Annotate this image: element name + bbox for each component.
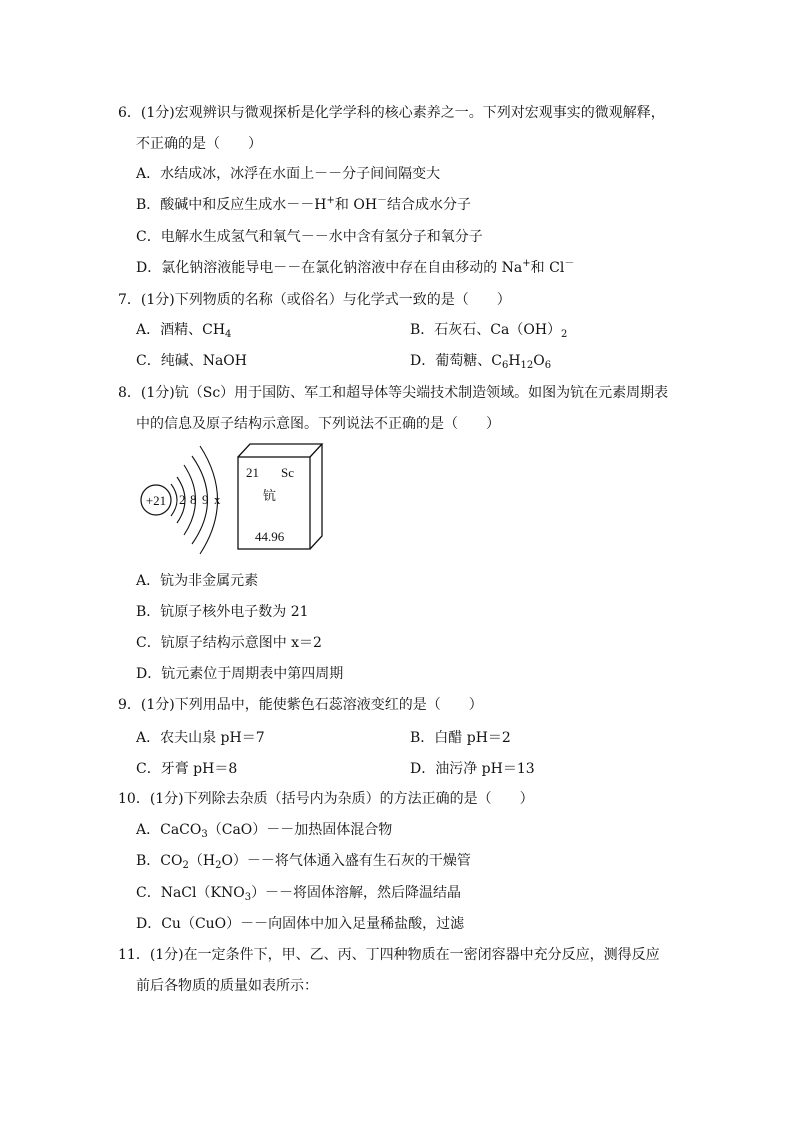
question-10-option-c <box>136 883 461 903</box>
element-name: 钪 <box>263 489 277 504</box>
question-7-option-a <box>136 320 231 340</box>
question-6-option-a: A．水结成冰，冰浮在水面上－－分子间间隔变大 <box>136 166 441 182</box>
question-9-option-a: A．农夫山泉 pH＝7 <box>136 730 265 746</box>
cell-side-face <box>310 444 322 549</box>
q10-optc-text2: ）－－将固体溶解，然后降温结晶 <box>251 885 462 901</box>
question-7-option-b <box>410 320 567 340</box>
q7-optd-sub2: 12 <box>520 360 534 371</box>
q6-optb-sup1: + <box>326 195 335 206</box>
q7-optd-sub1: 6 <box>501 360 509 371</box>
question-9-option-b: B．白醋 pH＝2 <box>410 730 511 746</box>
q10-opta-text1: A．CaCO <box>136 822 202 838</box>
shell-arc-1 <box>171 484 177 516</box>
question-10-option-a <box>136 820 392 840</box>
q7-opta-sub: 4 <box>225 329 232 340</box>
question-8-option-b: B．钪原子核外电子数为 21 <box>136 604 309 620</box>
q7-opta-text: A．酒精、CH <box>136 322 226 338</box>
question-8-option-c: C．钪原子结构示意图中 x＝2 <box>136 635 322 651</box>
q6-optb-text1: B．酸碱中和反应生成水－－H <box>136 197 327 213</box>
shell-electrons-2: 8 <box>190 492 197 507</box>
q10-opta-text2: （CaO）－－加热固体混合物 <box>207 822 393 838</box>
q6-optd-text2: 和 Cl <box>530 260 565 276</box>
q10-opta-sub: 3 <box>201 829 208 840</box>
question-8-stem-line1: 8．(1分)钪（Sc）用于国防、军工和超导体等尖端技术制造领域。如图为钪在元素周期表 <box>118 385 669 401</box>
question-11 <box>118 940 688 1002</box>
question-9-stem: 9．(1分)下列用品中，能使紫色石蕊溶液变红的是（ ） <box>118 697 483 713</box>
cell-top-face <box>238 444 322 457</box>
q6-optd-text1: D．氯化钠溶液能导电－－在氯化钠溶液中存在自由移动的 Na <box>136 260 523 276</box>
question-7-option-d <box>410 351 551 371</box>
nucleus-charge: +21 <box>145 493 167 508</box>
q10-optc-text1: C．NaCl（KNO <box>136 885 245 901</box>
question-6-option-b <box>136 195 471 215</box>
element-symbol: Sc <box>281 465 294 480</box>
question-7 <box>118 285 688 316</box>
q10-optc-sub: 3 <box>244 892 252 903</box>
q6-optb-sup2: － <box>377 195 388 206</box>
question-9-option-c: C．牙膏 pH＝8 <box>136 761 238 777</box>
q7-optd-text2: H <box>508 353 521 369</box>
shell-electrons-3: 9 <box>202 492 209 507</box>
q7-optb-sub: 2 <box>561 329 568 340</box>
question-6 <box>118 98 688 160</box>
question-6-stem-line2: 不正确的是（ ） <box>136 136 262 152</box>
shell-electrons-4: x <box>214 492 221 507</box>
q10-optb-sub1: 2 <box>182 860 189 871</box>
atomic-number: 21 <box>246 465 259 480</box>
question-6-option-d <box>136 258 574 278</box>
q10-optb-text3: O）－－将气体通入盛有生石灰的干燥管 <box>221 853 471 869</box>
shell-electrons-1: 2 <box>179 492 186 507</box>
q6-optb-text2: 和 OH <box>334 197 378 213</box>
q6-optd-sup1: + <box>522 258 531 269</box>
question-11-stem-line2: 前后各物质的质量如表所示： <box>136 978 318 994</box>
question-9 <box>118 690 688 721</box>
question-11-stem-line1: 11．(1分)在一定条件下，甲、乙、丙、丁四种物质在一密闭容器中充分反应，测得反应 <box>118 947 660 963</box>
question-10-option-d: D．Cu（CuO）－－向固体中加入足量稀盐酸，过滤 <box>136 916 465 932</box>
q10-optb-sub2: 2 <box>215 860 222 871</box>
question-8 <box>118 378 688 440</box>
question-8-stem-line2: 中的信息及原子结构示意图。下列说法不正确的是（ ） <box>136 416 500 432</box>
q7-optd-text3: O <box>533 353 545 369</box>
question-7-option-c: C．纯碱、NaOH <box>136 353 247 369</box>
question-10-option-b <box>136 851 471 871</box>
q6-optd-sup2: － <box>564 258 575 269</box>
question-6-stem-line1: 6．(1分)宏观辨识与微观探析是化学学科的核心素养之一。下列对宏观事实的微观解释， <box>118 105 665 121</box>
question-10 <box>118 784 688 815</box>
question-6-option-c: C．电解水生成氢气和氧气－－水中含有氢分子和氧分子 <box>136 229 483 245</box>
atomic-mass: 44.96 <box>255 529 285 544</box>
q7-optd-text1: D．葡萄糖、C <box>410 353 502 369</box>
question-10-stem: 10．(1分)下列除去杂质（括号内为杂质）的方法正确的是（ ） <box>118 791 534 807</box>
periodic-table-cell <box>235 440 330 555</box>
q7-optd-sub3: 6 <box>544 360 552 371</box>
q6-optb-text3: 结合成水分子 <box>387 197 472 213</box>
q7-optb-text: B．石灰石、Ca（OH） <box>410 322 562 338</box>
q10-optb-text2: （H <box>188 853 216 869</box>
question-8-option-a: A．钪为非金属元素 <box>136 573 259 589</box>
question-7-stem: 7．(1分)下列物质的名称（或俗名）与化学式一致的是（ ） <box>118 292 511 308</box>
question-9-option-d: D．油污净 pH＝13 <box>410 761 535 777</box>
q10-optb-text1: B．CO <box>136 853 183 869</box>
question-8-option-d: D．钪元素位于周期表中第四周期 <box>136 666 344 682</box>
